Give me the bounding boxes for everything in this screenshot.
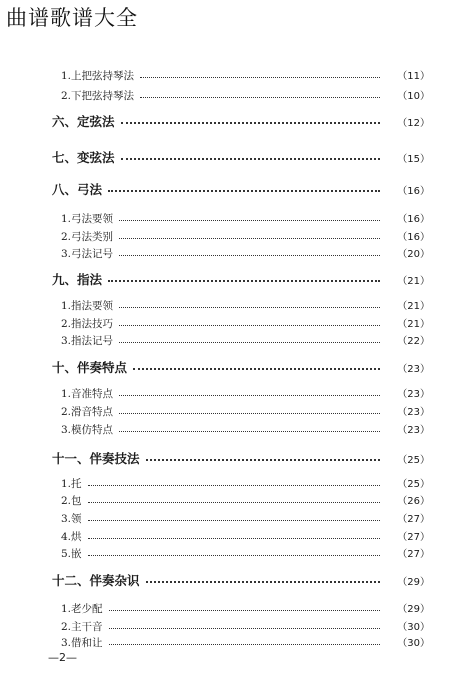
toc-page-number: （29） — [397, 604, 430, 615]
toc-page-number: （27） — [397, 532, 430, 543]
toc-item — [61, 228, 430, 244]
toc-section — [52, 270, 430, 288]
toc-label: 3.借和让 — [61, 637, 103, 649]
toc-label: 2.包 — [61, 495, 82, 507]
toc-item — [61, 332, 430, 348]
toc-item — [61, 634, 430, 650]
toc-page-number: （16） — [397, 214, 430, 225]
toc-item — [61, 297, 430, 313]
dot-leader — [119, 342, 380, 343]
toc-page-number: （30） — [397, 622, 430, 633]
toc-label: 3.模仿特点 — [61, 424, 114, 436]
toc-section — [52, 571, 430, 589]
dot-leader — [146, 581, 380, 583]
dot-leader — [119, 325, 380, 326]
toc-label: 七、变弦法 — [52, 150, 115, 165]
toc-label: 3.指法记号 — [61, 335, 114, 347]
toc-item — [61, 618, 430, 634]
dot-leader — [140, 77, 380, 78]
toc-page-number: （16） — [397, 186, 430, 197]
dot-leader — [88, 485, 380, 486]
dot-leader — [88, 520, 380, 521]
dot-leader — [119, 220, 380, 221]
toc-label: 2.下把弦持琴法 — [61, 90, 135, 102]
page-number: —2— — [48, 651, 77, 664]
toc-page-number: （27） — [397, 514, 430, 525]
toc-page-number: （26） — [397, 496, 430, 507]
toc-item — [61, 421, 430, 437]
toc-page-number: （23） — [397, 389, 430, 400]
dot-leader — [119, 307, 380, 308]
toc-item — [61, 87, 430, 103]
toc-item — [61, 315, 430, 331]
dot-leader — [133, 368, 380, 370]
toc-page-number: （25） — [397, 479, 430, 490]
toc-label: 六、定弦法 — [52, 114, 115, 129]
toc-page-number: （16） — [397, 232, 430, 243]
toc-section — [52, 449, 430, 467]
toc-item — [61, 245, 430, 261]
dot-leader — [119, 431, 380, 432]
toc-label: 2.指法技巧 — [61, 318, 114, 330]
toc-item — [61, 510, 430, 526]
toc-label: 十一、伴奏技法 — [52, 451, 140, 466]
toc-label: 3.领 — [61, 513, 82, 525]
toc-label: 2.弓法类别 — [61, 231, 114, 243]
toc-section — [52, 180, 430, 198]
toc-page-number: （10） — [397, 91, 430, 102]
toc-label: 八、弓法 — [52, 182, 103, 197]
toc-label: 1.上把弦持琴法 — [61, 70, 135, 82]
toc-item — [61, 67, 430, 83]
dot-leader — [121, 122, 380, 124]
toc-item — [61, 545, 430, 561]
toc-page-number: （27） — [397, 549, 430, 560]
toc-page-number: （23） — [397, 364, 430, 375]
dot-leader — [121, 158, 380, 160]
toc-section — [52, 358, 430, 376]
dot-leader — [119, 255, 380, 256]
toc-page-number: （23） — [397, 425, 430, 436]
toc-item — [61, 210, 430, 226]
toc-label: 2.主干音 — [61, 621, 103, 633]
toc-label: 2.滑音特点 — [61, 406, 114, 418]
dot-leader — [119, 238, 380, 239]
dot-leader — [109, 610, 380, 611]
toc-item — [61, 403, 430, 419]
toc-page-number: （11） — [397, 71, 430, 82]
toc-page-number: （21） — [397, 301, 430, 312]
toc-label: 1.老少配 — [61, 603, 103, 615]
toc-label: 十二、伴奏杂识 — [52, 573, 140, 588]
dot-leader — [109, 644, 380, 645]
toc-page-number: （25） — [397, 455, 430, 466]
site-title: 曲谱歌谱大全 — [6, 6, 138, 30]
dot-leader — [108, 280, 380, 282]
toc-label: 九、指法 — [52, 272, 103, 287]
toc-label: 4.烘 — [61, 531, 82, 543]
toc-label: 1.指法要领 — [61, 300, 114, 312]
dot-leader — [119, 413, 380, 414]
toc-item — [61, 528, 430, 544]
toc-label: 5.嵌 — [61, 548, 82, 560]
toc-item — [61, 492, 430, 508]
dot-leader — [109, 628, 380, 629]
toc-label: 1.托 — [61, 478, 82, 490]
toc-page-number: （20） — [397, 249, 430, 260]
dot-leader — [88, 538, 380, 539]
toc-page-number: （29） — [397, 577, 430, 588]
toc-page-number: （21） — [397, 319, 430, 330]
dot-leader — [119, 395, 380, 396]
toc-section — [52, 148, 430, 166]
toc-item — [61, 385, 430, 401]
dot-leader — [88, 555, 380, 556]
toc-section — [52, 112, 430, 130]
toc-page-number: （15） — [397, 154, 430, 165]
toc-label: 1.音准特点 — [61, 388, 114, 400]
toc-page-number: （30） — [397, 638, 430, 649]
toc-label: 3.弓法记号 — [61, 248, 114, 260]
dot-leader — [108, 190, 380, 192]
dot-leader — [140, 97, 380, 98]
toc-item — [61, 600, 430, 616]
toc-label: 1.弓法要领 — [61, 213, 114, 225]
toc-item — [61, 475, 430, 491]
toc-page-number: （12） — [397, 118, 430, 129]
toc-page-number: （21） — [397, 276, 430, 287]
dot-leader — [146, 459, 380, 461]
toc-page-number: （23） — [397, 407, 430, 418]
toc-page-number: （22） — [397, 336, 430, 347]
dot-leader — [88, 502, 380, 503]
toc-label: 十、伴奏特点 — [52, 360, 128, 375]
